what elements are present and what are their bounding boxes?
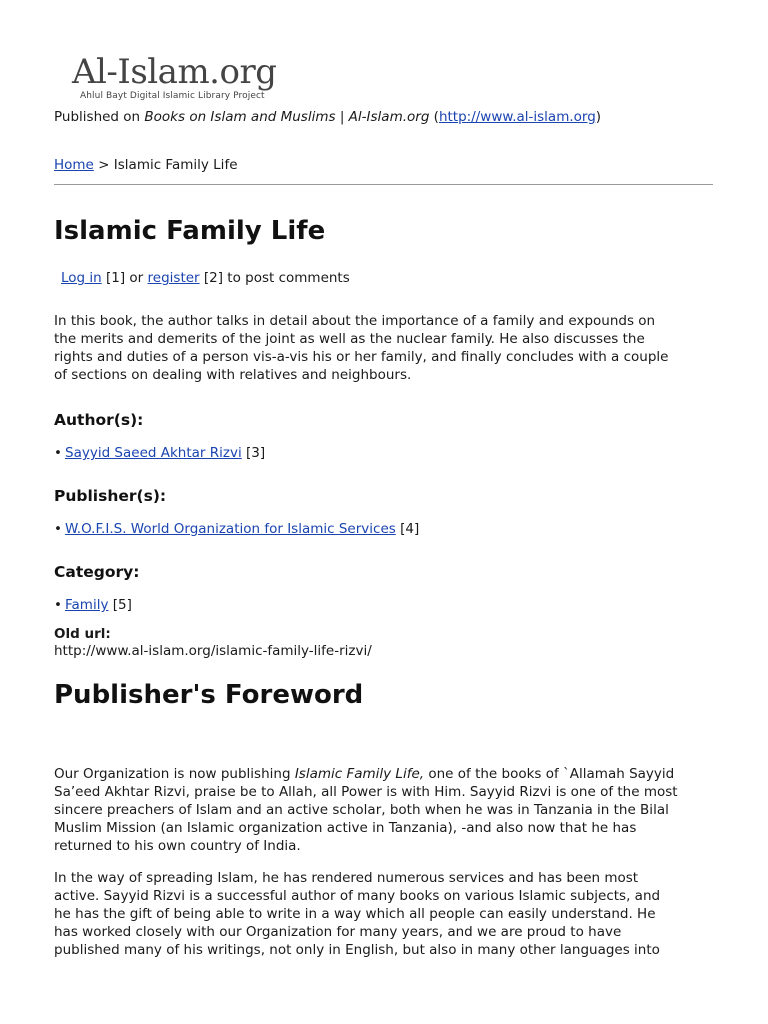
register-ref: [2] to post comments <box>199 270 350 286</box>
paragraph-line <box>54 765 714 783</box>
category-ref: [5] <box>108 597 132 613</box>
paragraph-line: active. Sayyid Rizvi is a successful author of many books on various Islamic subjects, and <box>54 888 661 904</box>
breadcrumb-current: Islamic Family Life <box>113 157 238 173</box>
bullet-icon: • <box>54 445 62 461</box>
description-line: In this book, the author talks in detail about the importance of a family and expounds on <box>54 313 656 329</box>
authors-heading: Author(s): <box>54 411 144 429</box>
paragraph-line: Sa’eed Akhtar Rizvi, praise be to Allah, all Power is with Him. Sayyid Rizvi is one of the most <box>54 784 678 800</box>
published-separator: | <box>335 109 349 125</box>
site-name: Books on Islam and Muslims <box>144 109 336 125</box>
paragraph-line: sincere preachers of Islam and an active scholar, both when he was in Tanzania in the Bilal <box>54 802 669 818</box>
publishers-heading: Publisher(s): <box>54 487 167 505</box>
paragraph-line: published many of his writings, not only in English, but also in many other languages into <box>54 942 660 958</box>
site-logo[interactable] <box>72 54 302 104</box>
category-heading: Category: <box>54 563 140 581</box>
header-divider <box>54 184 713 185</box>
login-link[interactable]: Log in <box>61 270 102 286</box>
published-prefix: Published on <box>54 109 145 125</box>
breadcrumb <box>54 156 238 174</box>
old-url-value: http://www.al-islam.org/islamic-family-life-rizvi/ <box>54 643 372 659</box>
breadcrumb-home-link[interactable]: Home <box>54 157 94 173</box>
published-on-line <box>54 108 601 126</box>
book-description <box>54 312 714 384</box>
close-paren: ) <box>595 109 602 125</box>
line-prefix: Our Organization is now publishing <box>54 766 295 782</box>
bullet-icon: • <box>54 521 62 537</box>
old-url-label: Old url: <box>54 626 111 642</box>
description-line: rights and duties of a person vis-a-vis his or her family, and finally concludes with a couple <box>54 349 669 365</box>
login-ref: [1] or <box>101 270 148 286</box>
foreword-paragraph-1 <box>54 765 714 855</box>
paragraph-line: Muslim Mission (an Islamic organization active in Tanzania), -and also now that he has <box>54 820 637 836</box>
description-line: the merits and demerits of the joint as well as the nuclear family. He also discusses the <box>54 331 645 347</box>
paragraph-line: has worked closely with our Organization for many years, and we are proud to have <box>54 924 622 940</box>
paragraph-line: In the way of spreading Islam, he has rendered numerous services and has been most <box>54 870 639 886</box>
author-link[interactable]: Sayyid Saeed Akhtar Rizvi <box>65 445 242 461</box>
book-title-italic: Islamic Family Life, <box>294 766 425 782</box>
category-link[interactable]: Family <box>65 597 109 613</box>
logo-subtitle: Ahlul Bayt Digital Islamic Library Project <box>80 91 265 101</box>
paragraph-line: he has the gift of being able to write in a way which all people can easily understand. He <box>54 906 656 922</box>
register-link[interactable]: register <box>147 270 200 286</box>
category-item <box>54 596 132 614</box>
publisher-ref: [4] <box>395 521 420 537</box>
publisher-link[interactable]: W.O.F.I.S. World Organization for Islamic Services <box>65 521 396 537</box>
foreword-heading: Publisher's Foreword <box>54 680 364 710</box>
login-prompt <box>61 269 350 287</box>
logo-title: Al-Islam.org <box>72 52 277 92</box>
open-paren: ( <box>429 109 439 125</box>
site-url-link[interactable]: http://www.al-islam.org <box>438 109 596 125</box>
paragraph-line: returned to his own country of India. <box>54 838 301 854</box>
line-suffix: one of the books of `Allamah Sayyid <box>424 766 675 782</box>
foreword-paragraph-2 <box>54 869 714 959</box>
author-item <box>54 444 265 462</box>
publisher-item <box>54 520 419 538</box>
author-ref: [3] <box>241 445 266 461</box>
description-line: of sections on dealing with relatives and neighbours. <box>54 367 412 383</box>
breadcrumb-separator: > <box>93 157 114 173</box>
bullet-icon: • <box>54 597 62 613</box>
page-title: Islamic Family Life <box>54 216 326 246</box>
site-domain: Al-Islam.org <box>348 109 430 125</box>
